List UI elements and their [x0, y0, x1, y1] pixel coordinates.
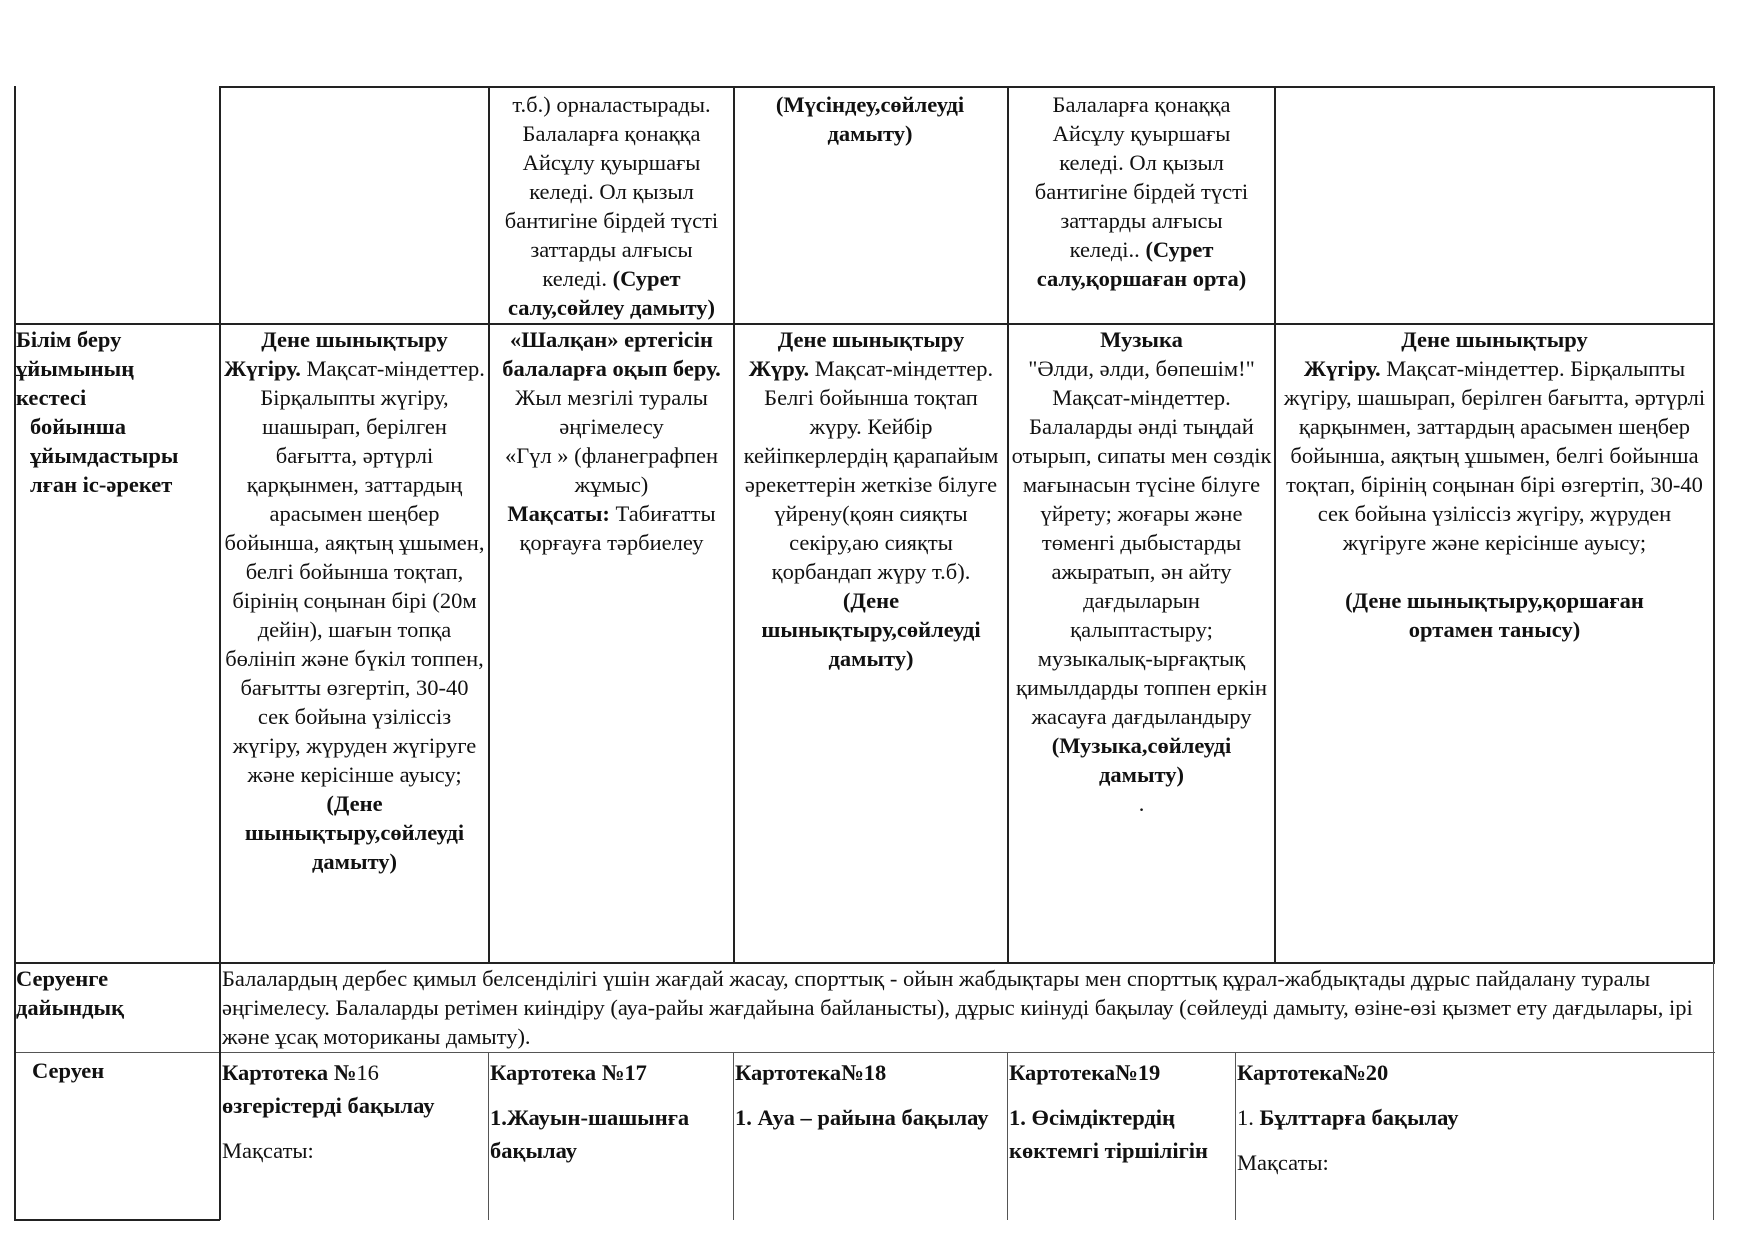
walk-col5-card: Картотека№20	[1237, 1060, 1389, 1085]
top-col4-tail	[1009, 235, 1274, 293]
col5-sub: Жүгіру.	[1303, 356, 1381, 381]
col3-text: Мақсат-міндеттер. Белгі бойынша тоқтап жүру. Кейбір кейіпкерлердің қарапайым әрекеттерін жеткізе білуге үйрену(қоян сияқты секіру,аю сияқты қорбандап жүру т.б).	[743, 356, 999, 584]
top-row-col3	[745, 90, 995, 148]
top-col4-line5: заттарды алғысы	[1060, 208, 1223, 233]
walk-divider-3	[1007, 1052, 1008, 1220]
prep-text-body: Балалардың дербес қимыл белсенділігі үшін жағдай жасау, спорттық - ойын жабдықтары мен спорттық құрал-жабдықтады дұрыс пайдалану туралы әңгімелесу. Балаларды ретімен киіндіру (ауа-райы жағдайына байланысты), дұрыс киінуді бақылау (сөйлеуді дамыту, өзіне-өзі қызмет ету дағдылары, ірі және ұсақ моториканы дамыту).	[222, 966, 1693, 1049]
col3-title: Дене шынықтыру	[777, 327, 965, 352]
top-col2-line6: заттарды алғысы	[530, 237, 693, 262]
top-col4-line4: бантигіне бірдей түсті	[1034, 179, 1249, 204]
top-col2-line3: Айсұлу қуыршағы	[522, 150, 701, 175]
walk-col5-gap2	[1237, 1134, 1713, 1146]
walk-divider-1	[488, 1052, 489, 1220]
walk-col3-card: Картотека№18	[735, 1060, 887, 1085]
walk-col4-card: Картотека№19	[1009, 1060, 1161, 1085]
schedule-col3	[735, 325, 1007, 673]
top-col2-bold: (Сурет салу,сөйлеу дамыту)	[507, 266, 716, 320]
col5-text: Мақсат-міндеттер. Бірқалыпты жүгіру, шашырап, берілген бағытта, әртүрлі қарқынмен, заттардың арасымен шеңбер бойынша, аяқтың ұшымен, белгі бойынша тоқтап, бірінің соңынан бірі өзгертіп, 30-40 сек бойына үзіліссіз жүгіру, жүруден жүгіруге және керісінше ауысу;	[1283, 356, 1706, 555]
col2-title: «Шалқан» ертегісін балаларға оқып беру.	[502, 327, 721, 381]
col4-dot: .	[1138, 791, 1145, 816]
walk-col5-topic-line	[1237, 1101, 1713, 1134]
top-col2-line4: келеді. Ол қызыл	[529, 179, 694, 204]
walk-col5-topic: Бұлттарға бақылау	[1259, 1105, 1459, 1130]
walk-col2	[490, 1056, 733, 1167]
left-border	[14, 86, 16, 1220]
walk-col5-num: 1.	[1237, 1105, 1260, 1130]
col4-text: Мақсат-міндеттер. Балаларды әнді тыңдай отырып, сипаты мен сөздік мағынасын түсіне білуге үйрету; жоғары және төменгі дыбыстарды ажыратып, ән айту дағдыларын қалыптастыру; музыкалық-ырғақтық қимылдарды топпен еркін жасауға дағдыландыру	[1011, 385, 1272, 729]
walk-divider-2	[733, 1052, 734, 1220]
col2-text1: Жыл мезгілі туралы әңгімелесу	[515, 385, 708, 439]
walk-col1-card-num: 16	[356, 1060, 379, 1085]
walk-right-border	[1713, 1052, 1714, 1220]
prep-label-1: Серуенге	[16, 966, 109, 991]
top-col4-line1: Балаларға қонаққа	[1052, 92, 1231, 117]
prep-text	[222, 964, 1712, 1051]
col4-title: Музыка	[1100, 327, 1183, 352]
prep-label-2: дайындық	[16, 995, 125, 1020]
col4-song: "Әлди, әлди, бөпешім!"	[1028, 356, 1255, 381]
top-col2-line5: бантигіне бірдей түсті	[504, 208, 719, 233]
col2-goal-label: Мақсаты:	[507, 501, 610, 526]
walk-col2-gap	[490, 1089, 733, 1101]
top-col2-line2: Балаларға қонаққа	[522, 121, 701, 146]
walk-label	[32, 1056, 212, 1085]
schedule-col1	[221, 325, 488, 876]
top-row-col4	[1009, 90, 1274, 293]
walk-col4	[1009, 1056, 1235, 1167]
walk-col2-topic: 1.Жауын-шашынға бақылау	[490, 1105, 690, 1163]
col2-text2: «Гүл » (фланеграфпен жұмыс)	[504, 443, 719, 497]
schedule-col5	[1276, 325, 1713, 644]
schedule-label-2: ұйымының	[16, 356, 135, 381]
walk-col4-topic: 1. Өсімдіктердің көктемгі тіршілігін	[1009, 1105, 1209, 1163]
walk-col3-topic: 1. Ауа – райына бақылау	[735, 1105, 989, 1130]
schedule-col4	[1009, 325, 1274, 818]
col1-sub: Жүгіру.	[224, 356, 301, 381]
col1-title: Дене шынықтыру	[261, 327, 448, 352]
walk-col1-gap	[222, 1122, 488, 1134]
top-col4-bold: (Сурет салу,қоршаған орта)	[1036, 237, 1247, 291]
prep-label	[16, 964, 216, 1022]
right-border	[1713, 86, 1715, 963]
col3-sub: Жүру.	[748, 356, 810, 381]
col5-gap	[1278, 557, 1711, 586]
walk-col4-gap	[1009, 1089, 1235, 1101]
prep-right-border	[1713, 962, 1714, 1052]
col3-bold: (Дене шынықтыру,сөйлеуді дамыту)	[761, 588, 981, 671]
walk-divider-4	[1235, 1052, 1236, 1220]
walk-col3-gap	[735, 1089, 1005, 1101]
schedule-label-1: Білім беру	[16, 327, 122, 352]
walk-col1-card-label: Картотека №	[222, 1060, 357, 1085]
walk-col1	[222, 1056, 488, 1167]
col2-goal-text: Табиғатты қорғауға тәрбиелеу	[519, 501, 716, 555]
col2-goal	[492, 499, 731, 557]
walk-col3	[735, 1056, 1005, 1134]
top-col4-line3: келеді. Ол қызыл	[1059, 150, 1224, 175]
schedule-label	[16, 325, 216, 499]
table-top-border	[219, 86, 1715, 88]
top-col2-line1: т.б.) орналастырады.	[512, 92, 711, 117]
top-col4-line2: Айсұлу қуыршағы	[1052, 121, 1231, 146]
schedule-label-6: лған іс-әрекет	[30, 472, 173, 497]
bottom-border-label	[14, 1219, 220, 1221]
row-divider-3	[14, 1052, 1715, 1053]
schedule-label-3: кестесі	[16, 385, 87, 410]
schedule-label-4: бойынша	[30, 414, 126, 439]
walk-col1-goal: Мақсаты:	[222, 1138, 314, 1163]
top-row-col2	[490, 90, 733, 322]
col5-title: Дене шынықтыру	[1401, 327, 1588, 352]
walk-col1-topic: өзгерістерді бақылау	[222, 1093, 435, 1118]
col4-bold: (Музыка,сөйлеуді дамыту)	[1051, 733, 1232, 787]
top-col3-bold: (Мүсіндеу,сөйлеуді дамыту)	[775, 92, 965, 146]
col5-bold: (Дене шынықтыру,қоршаған ортамен танысу)	[1345, 588, 1644, 642]
schedule-label-5: ұйымдастыры	[30, 443, 179, 468]
walk-col5	[1237, 1056, 1713, 1179]
col1-text: Мақсат-міндеттер. Бірқалыпты жүгіру, шашырап, берілген бағытта, әртүрлі қарқынмен, заттардың арасымен шеңбер бойынша, аяқтың ұшымен, белгі бойынша тоқтап, бірінің соңынан бірі (20м дейін), шағын топқа бөлініп және бүкіл топпен, бағытты өзгертіп, 30-40 сек бойына үзіліссіз жүгіру, жүруден жүгіруге және керісінше ауысу;	[224, 356, 485, 787]
top-col4-last: келеді..	[1069, 237, 1146, 262]
walk-col5-gap	[1237, 1089, 1713, 1101]
schedule-col2	[490, 325, 733, 557]
top-col2-last: келеді.	[542, 266, 613, 291]
walk-col2-card: Картотека №17	[490, 1060, 647, 1085]
walk-label-text: Серуен	[32, 1058, 105, 1083]
col1-bold: (Дене шынықтыру,сөйлеуді дамыту)	[244, 791, 465, 874]
walk-col1-card	[222, 1056, 488, 1089]
top-col2-tail	[490, 264, 733, 322]
walk-col5-goal: Мақсаты:	[1237, 1150, 1329, 1175]
